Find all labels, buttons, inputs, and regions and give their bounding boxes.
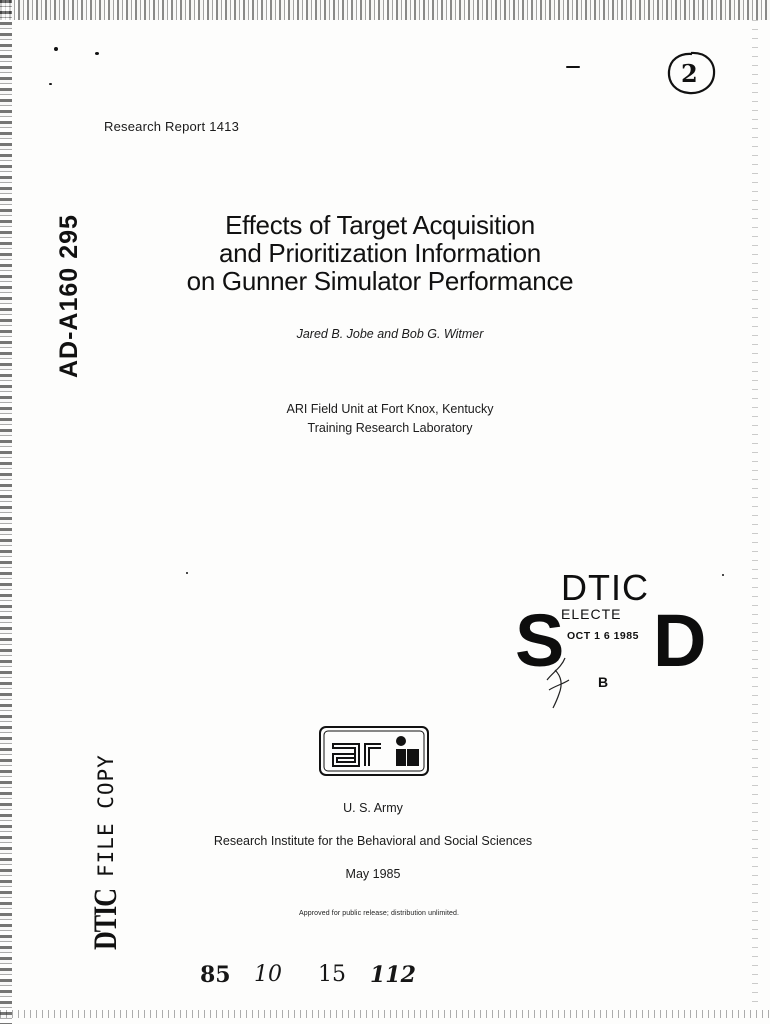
publisher-institute: Research Institute for the Behavioral and Social Sciences [213, 834, 533, 848]
dtic-elected-stamp [515, 567, 707, 710]
handwritten-initials [543, 650, 573, 710]
title-line: on Gunner Simulator Performance [186, 266, 574, 296]
affiliation [200, 400, 580, 438]
ari-logo-text: ari [319, 726, 321, 727]
dtic-stamp-grade: B [598, 674, 609, 690]
scan-speck [722, 574, 724, 576]
file-copy-stamp [86, 750, 126, 950]
circled-number-text: 2 [681, 59, 698, 88]
accession-part: 10 [254, 962, 282, 987]
ad-number-prefix: AD-A160 [55, 266, 83, 378]
ari-logo [319, 726, 429, 776]
report-series-label: Research Report [104, 119, 206, 134]
accession-part: 112 [370, 962, 416, 988]
title-line: and Prioritization Information [219, 238, 541, 268]
dtic-file-mark: DTIC [87, 888, 124, 950]
scan-speck [566, 66, 580, 68]
scan-speck [54, 47, 58, 51]
affiliation-lab: Training Research Laboratory [307, 421, 473, 435]
scan-edge-bottom [0, 1010, 770, 1018]
ad-number-suffix: 295 [55, 214, 83, 259]
publisher-block [130, 801, 616, 881]
dtic-stamp-title: DTIC [561, 567, 649, 608]
distribution-statement: Approved for public release; distribution unlimited. [298, 910, 460, 917]
publication-date: May 1985 [345, 867, 401, 881]
ad-accession-stamp [46, 173, 92, 378]
report-number [104, 119, 239, 134]
scan-speck [95, 52, 99, 55]
handwritten-circled-number [665, 50, 717, 96]
accession-number [200, 962, 460, 996]
scan-speck [49, 83, 52, 85]
report-title [140, 211, 620, 295]
title-line: Effects of Target Acquisition [225, 210, 535, 240]
scan-edge-right [752, 20, 758, 1010]
dtic-stamp-letter-d-text: D [653, 599, 707, 682]
dtic-stamp-status: ELECTE [561, 606, 622, 622]
dtic-stamp-letter-d [653, 599, 707, 682]
scan-speck [186, 572, 188, 574]
authors: Jared B. Jobe and Bob G. Witmer [296, 327, 484, 341]
report-number-value: 1413 [209, 119, 240, 134]
dtic-stamp-letter-s-text: S [515, 599, 565, 682]
accession-part: 85 [200, 962, 231, 988]
file-copy-label: FILE COPY [94, 754, 118, 877]
accession-part: 15 [318, 962, 346, 987]
affiliation-unit: ARI Field Unit at Fort Knox, Kentucky [286, 402, 494, 416]
scan-edge-left [0, 0, 12, 1024]
circled-number-drawing [665, 50, 717, 96]
scan-edge-top [0, 0, 770, 20]
dtic-stamp-date: OCT 1 6 1985 [567, 630, 639, 642]
publisher-org: U. S. Army [343, 801, 403, 815]
